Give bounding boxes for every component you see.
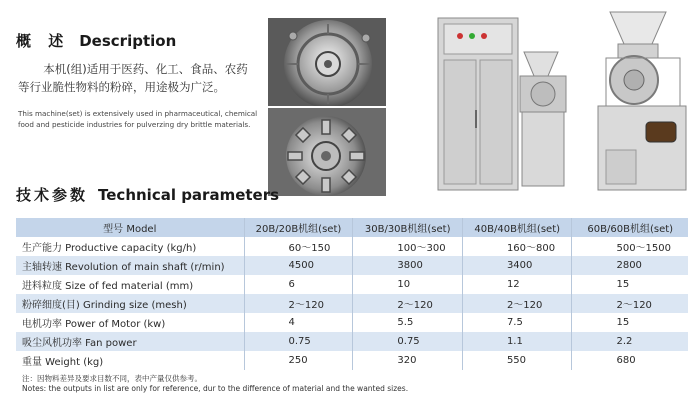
cell-value: 2～120	[616, 300, 652, 311]
note-en: Notes: the outputs in list are only for reference, dur to the difference of material and the wanted sizes.	[22, 384, 409, 393]
cell-value: 0.75	[244, 332, 353, 351]
table-row-capacity	[16, 237, 688, 256]
table-row-fan-power	[16, 332, 688, 351]
cell-value: 2～120	[353, 294, 463, 313]
cell-value: 160～800	[462, 237, 572, 256]
technical-parameters-table	[16, 218, 688, 370]
description-heading	[16, 30, 176, 51]
description-title-en: Description	[79, 32, 177, 50]
row-label: 进料粒度 Size of fed material (mm)	[16, 275, 244, 294]
description-text-en: This machine(set) is extensively used in pharmaceutical, chemical food and pesticide industries for pulverzing dry brittle materials.	[18, 109, 258, 129]
cell-value: 15	[616, 279, 630, 290]
cell-value: 680	[616, 355, 636, 366]
cell-value: 3400	[462, 256, 572, 275]
table-row-fed-size	[16, 275, 688, 294]
cell-value: 3800	[353, 256, 463, 275]
table-row-revolution	[16, 256, 688, 275]
row-label: 粉碎细度(目) Grinding size (mesh)	[16, 294, 244, 313]
cell-value: 250	[244, 351, 353, 370]
cell-value: 4500	[244, 256, 353, 275]
cell-value: 10	[353, 275, 463, 294]
row-label: 吸尘风机功率 Fan power	[16, 332, 244, 351]
technical-title-cn: 技术参数	[16, 186, 89, 204]
grinding-chamber-photo	[268, 108, 386, 196]
header-model-40b: 40B/40B机组(set)	[462, 218, 572, 237]
cell-value: 2800	[616, 260, 642, 271]
cell-value: 12	[462, 275, 572, 294]
cell-value: 4	[244, 313, 353, 332]
technical-title-en: Technical parameters	[98, 186, 280, 204]
cell-value: 5.5	[353, 313, 463, 332]
description-title-cn: 概 述	[16, 32, 70, 50]
cell-value: 1.1	[462, 332, 572, 351]
row-label: 生产能力 Productive capacity (kg/h)	[16, 237, 244, 256]
note-cn: 注：因物料差异及要求目数不同，表中产量仅供参考。	[22, 374, 202, 383]
header-model-30b: 30B/30B机组(set)	[353, 218, 463, 237]
pulverizer-machines-photo	[420, 10, 690, 198]
technical-heading	[16, 184, 279, 205]
cell-value: 500～1500	[616, 243, 672, 254]
header-model-60b: 60B/60B机组(set)	[587, 224, 674, 235]
header-model-20b: 20B/20B机组(set)	[244, 218, 353, 237]
header-model-label: 型号 Model	[16, 218, 244, 237]
cell-value: 0.75	[353, 332, 463, 351]
row-label: 主轴转速 Revolution of main shaft (r/min)	[16, 256, 244, 275]
cell-value: 2.2	[616, 336, 633, 347]
cell-value: 550	[462, 351, 572, 370]
row-label: 电机功率 Power of Motor (kw)	[16, 313, 244, 332]
table-row-motor-power	[16, 313, 688, 332]
table-row-grinding-size	[16, 294, 688, 313]
table-notes	[22, 374, 408, 394]
cell-value: 15	[616, 317, 630, 328]
row-label: 重量 Weight (kg)	[16, 351, 244, 370]
cell-value: 2～120	[462, 294, 572, 313]
cell-value: 7.5	[462, 313, 572, 332]
table-row-weight	[16, 351, 688, 370]
cell-value: 6	[244, 275, 353, 294]
cell-value: 2～120	[244, 294, 353, 313]
rotor-closeup-photo	[268, 18, 386, 106]
table-header-row	[16, 218, 688, 237]
description-text-cn: 本机(组)适用于医药、化工、食品、农药等行业脆性物料的粉碎，用途极为广泛。	[18, 62, 248, 94]
cell-value: 100～300	[353, 237, 463, 256]
cell-value: 320	[353, 351, 463, 370]
cell-value: 60～150	[244, 237, 353, 256]
